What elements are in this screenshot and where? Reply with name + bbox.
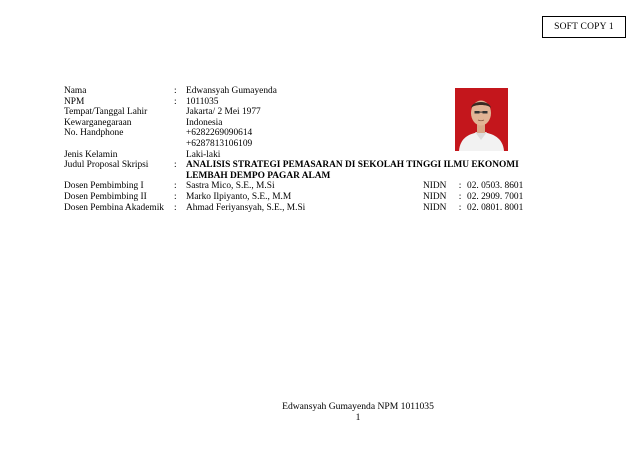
value-judul-1: ANALISIS STRATEGI PEMASARAN DI SEKOLAH TINGGI ILMU EKONOMI	[186, 160, 519, 171]
colon: :	[174, 86, 177, 96]
nidn-label: NIDN	[423, 202, 447, 213]
label-nama: Nama	[64, 86, 87, 96]
dosen-3-nidn: 02. 0801. 8001	[467, 202, 524, 213]
colon-empty	[174, 139, 186, 150]
dosen-3-detail	[186, 203, 524, 214]
colon: :	[174, 181, 177, 192]
colon-empty	[174, 128, 186, 139]
colon: :	[174, 160, 177, 171]
label-handphone: No. Handphone	[64, 128, 124, 139]
soft-copy-stamp: SOFT COPY 1	[542, 16, 626, 38]
nidn-label: NIDN	[423, 181, 447, 192]
footer-name: Edwansyah Gumayenda NPM 1011035	[282, 401, 434, 412]
row-dosen-2	[64, 192, 524, 203]
label-ttl: Tempat/Tanggal Lahir	[64, 107, 148, 118]
dosen-1-detail	[186, 181, 524, 192]
dosen-2-name: Marko Ilpiyanto, S.E., M.M	[186, 191, 292, 202]
value-handphone-2: +6287813106109	[186, 138, 253, 149]
colon-empty	[174, 118, 186, 129]
label-dosen-1: Dosen Pembimbing I	[64, 181, 144, 192]
colon: :	[458, 181, 462, 192]
value-kewarganegaraan: Indonesia	[186, 117, 223, 128]
row-judul-2	[64, 171, 524, 182]
student-photo	[455, 88, 508, 151]
label-judul: Judul Proposal Skripsi	[64, 160, 149, 171]
value-kelamin: Laki-laki	[186, 149, 221, 160]
colon: :	[458, 202, 462, 213]
dosen-1-name: Sastra Mico, S.E., M.Si	[186, 181, 275, 192]
label-dosen-2: Dosen Pembimbing II	[64, 191, 147, 202]
value-judul-2: LEMBAH DEMPO PAGAR ALAM	[186, 170, 331, 181]
label-npm: NPM	[64, 96, 85, 107]
value-nama: Edwansyah Gumayenda	[186, 86, 277, 96]
colon-empty	[174, 150, 186, 161]
label-kelamin: Jenis Kelamin	[64, 149, 118, 160]
person-portrait-icon	[455, 88, 508, 151]
value-npm: 1011035	[186, 96, 219, 107]
colon-empty	[174, 107, 186, 118]
row-dosen-3	[64, 203, 524, 214]
dosen-2-detail	[186, 192, 524, 203]
row-judul	[64, 160, 524, 171]
label-empty	[64, 139, 174, 150]
row-kelamin	[64, 150, 524, 161]
value-handphone-1: +6282269090614	[186, 128, 253, 139]
nidn-label: NIDN	[423, 191, 447, 202]
colon-empty	[174, 171, 186, 182]
dosen-3-name: Ahmad Feriyansyah, S.E., M.Si	[186, 202, 306, 213]
dosen-2-nidn: 02. 2909. 7001	[467, 191, 524, 202]
page-number: 1	[355, 412, 361, 423]
label-empty	[64, 171, 174, 182]
colon: :	[174, 202, 177, 213]
value-ttl: Jakarta/ 2 Mei 1977	[186, 107, 261, 118]
colon: :	[174, 96, 177, 107]
dosen-1-nidn: 02. 0503. 8601	[467, 181, 524, 192]
label-kewarganegaraan: Kewarganegaraan	[64, 117, 132, 128]
colon: :	[458, 191, 462, 202]
colon: :	[174, 191, 177, 202]
label-dosen-3: Dosen Pembina Akademik	[64, 202, 164, 213]
row-dosen-1	[64, 181, 524, 192]
